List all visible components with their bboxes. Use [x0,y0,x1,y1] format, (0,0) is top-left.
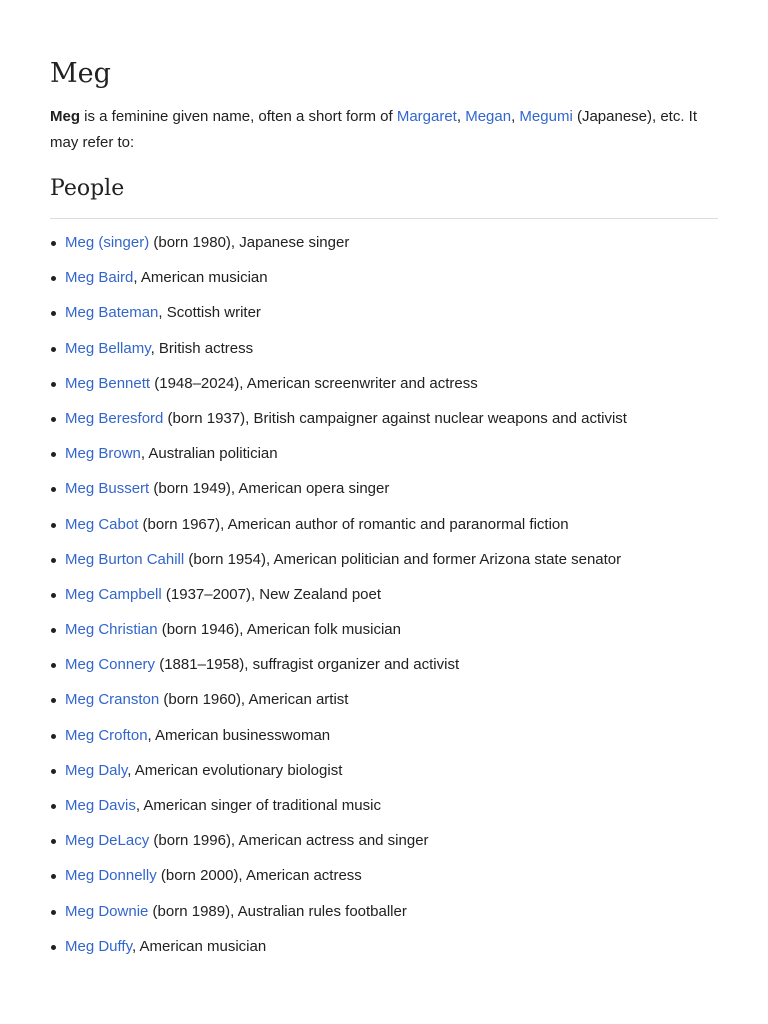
person-description: (1881–1958), suffragist organizer and activist [155,656,460,674]
intro-paragraph [50,104,720,156]
list-item [65,758,627,793]
person-link[interactable]: Meg Bateman [65,304,159,322]
person-description: (born 1937), British campaigner against nuclear weapons and activist [163,409,627,427]
bullet-icon [51,452,56,457]
person-description: , American businesswoman [147,726,331,744]
person-link[interactable]: Meg Crofton [65,726,148,744]
link-megumi[interactable]: Megumi [519,108,573,125]
bullet-icon [51,276,56,281]
list-item [65,476,627,511]
person-description: , American musician [131,937,267,955]
intro-separator: , [511,108,520,125]
person-description: (1937–2007), New Zealand poet [161,585,382,603]
section-divider [50,218,718,219]
list-item [65,687,627,722]
bullet-icon [51,874,56,879]
section-heading-people: People [50,176,125,201]
intro-separator: , [456,108,466,125]
list-item [65,793,627,828]
person-description: , Scottish writer [158,304,261,322]
person-description: (born 1996), American actress and singer [149,832,429,850]
list-item [65,934,627,969]
bullet-icon [51,945,56,950]
person-link[interactable]: Meg Cabot [65,515,139,533]
bullet-icon [51,311,56,316]
list-item [65,863,627,898]
list-item [65,723,627,758]
person-description: , Australian politician [140,445,278,463]
bullet-icon [51,804,56,809]
bullet-icon [51,839,56,844]
list-item [65,300,627,335]
person-link[interactable]: Meg Brown [65,445,141,463]
intro-text: is a feminine given name, often a short form of [80,108,397,125]
bullet-icon [51,698,56,703]
person-link[interactable]: Meg Baird [65,269,134,287]
bullet-icon [51,910,56,915]
person-description: (1948–2024), American screenwriter and actress [150,374,478,392]
list-item [65,230,627,265]
person-description: (born 1949), American opera singer [149,480,390,498]
person-link[interactable]: Meg Downie [65,902,149,920]
person-description: (born 1989), Australian rules footballer [148,902,407,920]
person-link[interactable]: Meg Connery [65,656,156,674]
person-link[interactable]: Meg DeLacy [65,832,150,850]
person-link[interactable]: Meg Beresford [65,409,164,427]
bullet-icon [51,628,56,633]
person-link[interactable]: Meg Donnelly [65,867,157,885]
list-item [65,441,627,476]
intro-text: (Japanese), etc. It may refer to: [50,108,698,151]
list-item [65,652,627,687]
bullet-icon [51,663,56,668]
person-link[interactable]: Meg Bussert [65,480,150,498]
person-description: (born 1980), Japanese singer [149,234,350,251]
list-item [65,371,627,406]
bullet-icon [51,558,56,563]
person-link[interactable]: Meg Bellamy [65,339,151,357]
person-link[interactable]: Meg Davis [65,797,136,814]
person-link[interactable]: Meg Campbell [65,585,162,603]
person-link[interactable]: Meg Duffy [65,937,132,955]
bullet-icon [51,417,56,422]
person-link[interactable]: Meg Cranston [65,691,160,709]
person-link[interactable]: Meg Bennett [65,374,151,392]
person-link[interactable]: Meg Burton Cahill [65,550,185,568]
list-item [65,828,627,863]
bullet-icon [51,769,56,774]
bullet-icon [51,382,56,387]
person-link[interactable]: Meg Christian [65,621,158,639]
list-item [65,406,627,441]
person-description: (born 1954), American politician and former Arizona state senator [184,550,622,568]
person-description: , British actress [150,339,254,357]
bullet-icon [51,593,56,598]
bullet-icon [51,523,56,528]
person-link[interactable]: Meg (singer) [65,234,150,251]
list-item [65,336,627,371]
list-item [65,547,627,582]
person-description: , American musician [133,269,268,287]
person-link[interactable]: Meg Daly [65,761,128,779]
link-megan[interactable]: Megan [465,108,512,125]
list-item [65,265,627,300]
link-margaret[interactable]: Margaret [396,108,457,125]
bullet-icon [51,347,56,352]
intro-bold-term: Meg [50,108,80,125]
list-item [65,899,627,934]
list-item [65,582,627,617]
people-list [50,230,627,969]
list-item [65,617,627,652]
person-description: (born 1960), American artist [159,691,349,709]
person-description: (born 1967), American author of romantic and paranormal fiction [138,515,569,533]
person-description: , American evolutionary biologist [127,761,343,779]
person-description: (born 2000), American actress [156,867,362,885]
person-description: , American singer of traditional music [135,797,381,814]
person-description: (born 1946), American folk musician [157,621,401,639]
bullet-icon [51,241,56,246]
page-title: Meg [50,58,111,89]
list-item [65,512,627,547]
bullet-icon [51,487,56,492]
bullet-icon [51,734,56,739]
